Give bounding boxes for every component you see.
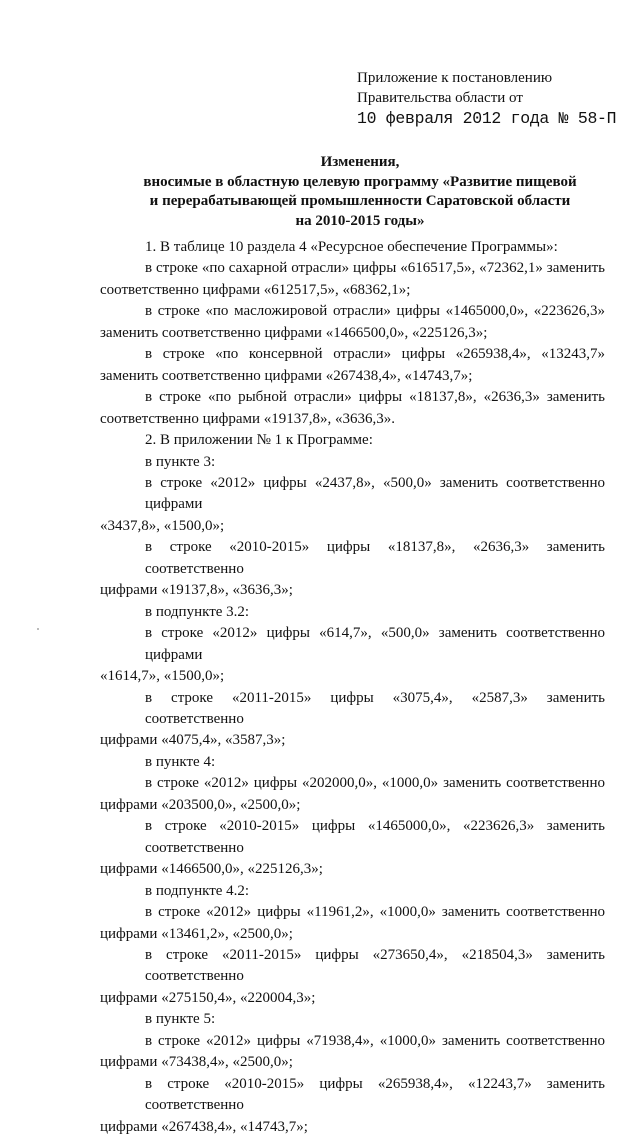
resolution-date-number: 10 февраля 2012 года № 58-П — [357, 109, 617, 128]
paragraph-line: в пункте 5: — [145, 1011, 216, 1028]
paragraph-line: в строке «2010-2015» цифры «1465000,0», «223626,3» заменить соответственно — [145, 818, 605, 856]
paragraph-line: в пункте 4: — [145, 753, 216, 770]
paragraph-line: в подпункте 4.2: — [145, 882, 250, 899]
appendix-line-2: Правительства области от — [357, 90, 523, 106]
paragraph-line: цифрами «73438,4», «2500,0»; — [100, 1054, 293, 1071]
paragraph-line: в строке «2011-2015» цифры «273650,4», «218504,3» заменить соответственно — [145, 946, 605, 985]
paragraph-line: «3437,8», «1500,0»; — [100, 517, 225, 534]
document-body — [100, 237, 605, 1138]
paragraph-line: в строке «2012» цифры «202000,0», «1000,0» заменить соответственно — [145, 775, 605, 792]
paragraph-line: 1. В таблице 10 раздела 4 «Ресурсное обеспечение Программы»: — [145, 239, 558, 255]
title-line: на 2010-2015 годы» — [295, 212, 425, 229]
appendix-header — [357, 68, 616, 129]
paragraph-line: в пункте 3: — [145, 453, 216, 470]
paragraph — [100, 688, 605, 752]
paragraph — [100, 387, 605, 430]
paragraph — [100, 237, 605, 258]
paragraph — [100, 752, 605, 773]
paragraph-line: цифрами «4075,4», «3587,3»; — [100, 732, 286, 749]
paragraph — [100, 1031, 605, 1074]
paragraph — [100, 430, 605, 451]
paragraph-line: в строке «по рыбной отрасли» цифры «18137,8», «2636,3» заменить — [145, 389, 605, 406]
paragraph-line: цифрами «203500,0», «2500,0»; — [100, 796, 301, 813]
scan-speck — [37, 628, 39, 630]
paragraph-line: «1614,7», «1500,0»; — [100, 668, 225, 685]
paragraph-line: цифрами «275150,4», «220004,3»; — [100, 989, 316, 1006]
paragraph-line: заменить соответственно цифрами «267438,4», «14743,7»; — [100, 367, 473, 384]
paragraph — [100, 623, 605, 687]
paragraph — [100, 537, 605, 601]
paragraph-line: соответственно цифрами «612517,5», «68362,1»; — [100, 281, 411, 298]
paragraph-line: в строке «по сахарной отрасли» цифры «616517,5», «72362,1» заменить — [145, 260, 605, 277]
paragraph — [100, 1074, 605, 1138]
appendix-line-1: Приложение к постановлению — [357, 70, 553, 86]
paragraph — [100, 258, 605, 301]
paragraph-line: в строке «2010-2015» цифры «265938,4», «12243,7» заменить соответственно — [145, 1075, 605, 1114]
paragraph — [100, 602, 605, 623]
paragraph — [100, 881, 605, 902]
paragraph-line: цифрами «267438,4», «14743,7»; — [100, 1118, 308, 1135]
paragraph — [100, 452, 605, 473]
paragraph-line: в строке «2010-2015» цифры «18137,8», «2636,3» заменить соответственно — [145, 539, 605, 577]
paragraph-line: в строке «2011-2015» цифры «3075,4», «2587,3» заменить соответственно — [145, 689, 605, 727]
paragraph — [100, 473, 605, 537]
paragraph-line: в строке «по масложировой отрасли» цифры «1465000,0», «223626,3» — [145, 303, 605, 320]
document-title — [100, 153, 620, 231]
paragraph — [100, 902, 605, 945]
paragraph — [100, 945, 605, 1009]
paragraph-line: в подпункте 3.2: — [145, 603, 250, 620]
paragraph — [100, 773, 605, 816]
paragraph — [100, 301, 605, 344]
paragraph-line: в строке «по консервной отрасли» цифры «265938,4», «13243,7» — [145, 346, 605, 363]
paragraph-line: в строке «2012» цифры «11961,2», «1000,0» заменить соответственно — [145, 904, 605, 921]
paragraph-line: цифрами «19137,8», «3636,3»; — [100, 582, 293, 599]
title-line: и перерабатывающей промышленности Саратовской области — [149, 193, 571, 210]
paragraph-line: цифрами «1466500,0», «225126,3»; — [100, 861, 323, 878]
paragraph — [100, 1009, 605, 1030]
title-line: Изменения, — [320, 154, 400, 170]
paragraph-line: в строке «2012» цифры «2437,8», «500,0» заменить соответственно цифрами — [145, 474, 605, 513]
title-line: вносимые в областную целевую программу «Развитие пищевой — [143, 173, 577, 190]
paragraph-line: в строке «2012» цифры «71938,4», «1000,0» заменить соответственно — [145, 1032, 605, 1049]
paragraph-line: заменить соответственно цифрами «1466500,0», «225126,3»; — [100, 324, 488, 341]
paragraph — [100, 344, 605, 387]
paragraph — [100, 816, 605, 880]
paragraph-line: цифрами «13461,2», «2500,0»; — [100, 925, 293, 942]
paragraph-line: в строке «2012» цифры «614,7», «500,0» заменить соответственно цифрами — [145, 625, 605, 663]
paragraph-line: 2. В приложении № 1 к Программе: — [145, 432, 373, 449]
paragraph-line: соответственно цифрами «19137,8», «3636,3». — [100, 410, 396, 427]
